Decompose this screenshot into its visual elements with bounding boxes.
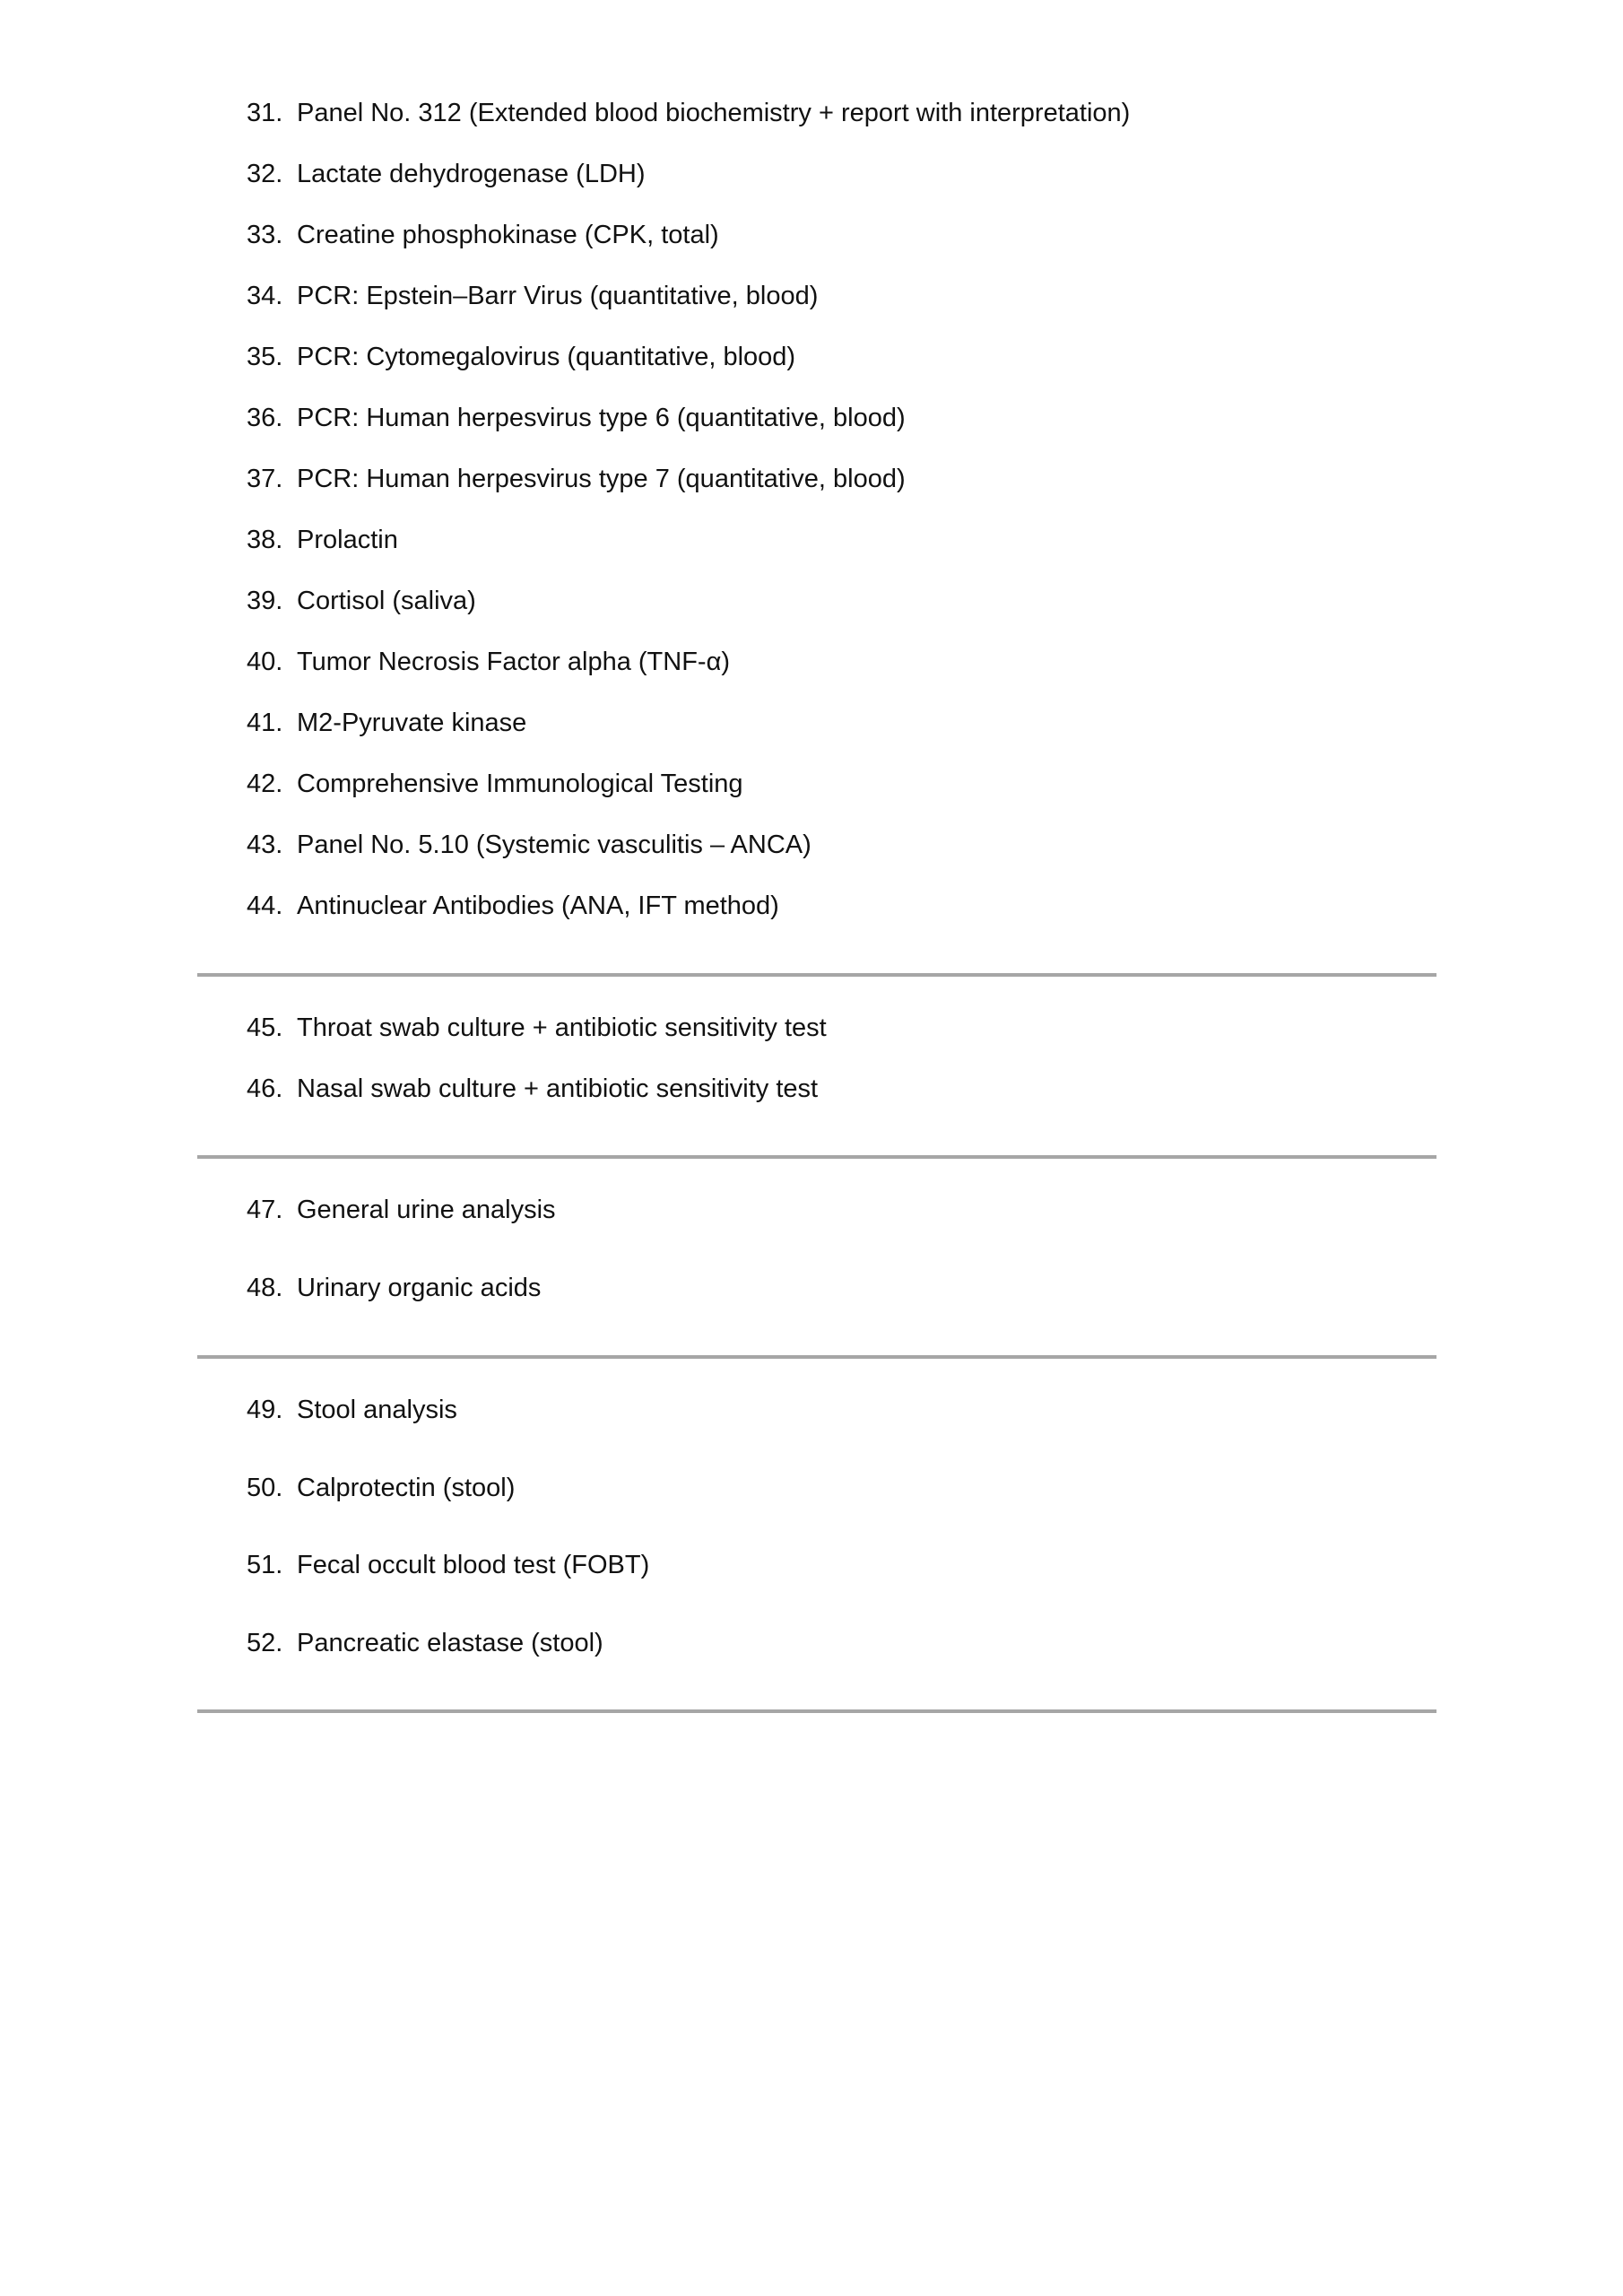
item-number: 49. [247, 1396, 283, 1424]
list-item [247, 890, 779, 922]
item-text: Urinary organic acids [297, 1274, 542, 1302]
item-text: M2-Pyruvate kinase [297, 709, 527, 737]
item-text: Tumor Necrosis Factor alpha (TNF-α) [297, 648, 730, 676]
item-number: 41. [247, 709, 283, 737]
list-item [247, 1549, 649, 1581]
item-text: Prolactin [297, 526, 398, 554]
item-text: PCR: Human herpesvirus type 7 (quantitative, blood) [297, 465, 906, 493]
list-item [247, 646, 730, 678]
item-text: Panel No. 5.10 (Systemic vasculitis – ANCA) [297, 831, 812, 859]
list-item [247, 1394, 457, 1426]
list-item [247, 1472, 515, 1504]
item-number: 45. [247, 1013, 283, 1042]
item-number: 35. [247, 343, 283, 371]
item-text: Nasal swab culture + antibiotic sensitivity test [297, 1074, 819, 1103]
item-number: 31. [247, 99, 283, 127]
list-item [247, 463, 906, 495]
item-number: 34. [247, 282, 283, 310]
list-item [247, 158, 646, 190]
item-text: Stool analysis [297, 1396, 457, 1424]
list-item [247, 1073, 818, 1105]
item-number: 51. [247, 1551, 283, 1579]
item-number: 36. [247, 404, 283, 432]
list-item [247, 829, 812, 861]
item-number: 40. [247, 648, 283, 676]
section-divider [197, 1155, 1436, 1159]
list-item [247, 219, 719, 251]
item-text: General urine analysis [297, 1196, 556, 1224]
item-text: Cortisol (saliva) [297, 587, 476, 615]
item-text: Fecal occult blood test (FOBT) [297, 1551, 650, 1579]
list-item [247, 1012, 827, 1044]
item-number: 38. [247, 526, 283, 554]
item-text: Lactate dehydrogenase (LDH) [297, 160, 646, 188]
item-number: 39. [247, 587, 283, 615]
item-number: 46. [247, 1074, 283, 1103]
section-divider [197, 1709, 1436, 1713]
list-item [247, 341, 795, 373]
item-number: 52. [247, 1629, 283, 1657]
item-number: 47. [247, 1196, 283, 1224]
item-text: Throat swab culture + antibiotic sensitivity test [297, 1013, 827, 1042]
section-divider [197, 1355, 1436, 1359]
item-number: 37. [247, 465, 283, 493]
item-number: 32. [247, 160, 283, 188]
item-text: Creatine phosphokinase (CPK, total) [297, 221, 719, 249]
item-text: Calprotectin (stool) [297, 1474, 516, 1502]
list-item [247, 402, 906, 434]
item-number: 48. [247, 1274, 283, 1302]
list-item [247, 280, 818, 312]
item-number: 50. [247, 1474, 283, 1502]
item-number: 44. [247, 891, 283, 920]
list-item [247, 1194, 556, 1226]
item-text: Panel No. 312 (Extended blood biochemistry + report with interpretation) [297, 99, 1131, 127]
item-text: PCR: Epstein–Barr Virus (quantitative, blood) [297, 282, 819, 310]
item-text: Pancreatic elastase (stool) [297, 1629, 603, 1657]
list-item [247, 524, 398, 556]
item-number: 43. [247, 831, 283, 859]
list-item [247, 707, 526, 739]
item-text: PCR: Cytomegalovirus (quantitative, blood) [297, 343, 796, 371]
list-item [247, 97, 1130, 129]
section-divider [197, 973, 1436, 977]
item-number: 33. [247, 221, 283, 249]
item-number: 42. [247, 770, 283, 798]
item-text: PCR: Human herpesvirus type 6 (quantitative, blood) [297, 404, 906, 432]
list-item [247, 585, 476, 617]
list-item [247, 768, 743, 800]
list-item [247, 1627, 603, 1659]
list-item [247, 1272, 541, 1304]
item-text: Comprehensive Immunological Testing [297, 770, 743, 798]
item-text: Antinuclear Antibodies (ANA, IFT method) [297, 891, 779, 920]
